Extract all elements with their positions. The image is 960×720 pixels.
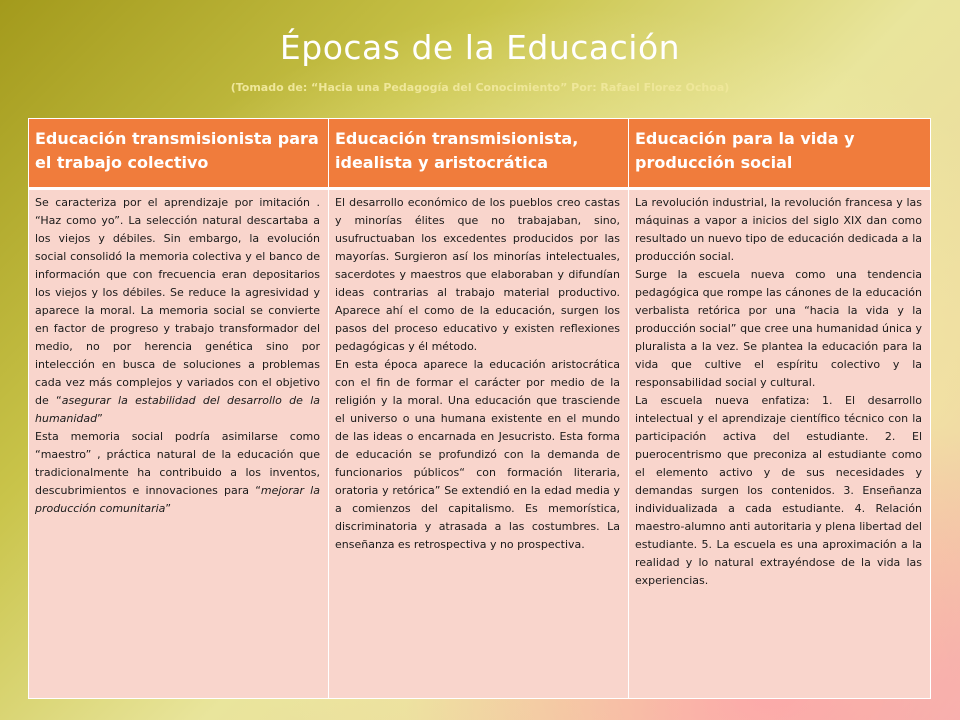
header-transmisionista-aristocratica: Educación transmisionista, idealista y aristocrática (329, 119, 629, 189)
cell-vida-produccion-social (629, 189, 931, 699)
header-vida-produccion-social: Educación para la vida y producción social (629, 119, 931, 189)
col1-quote-2: ” (165, 502, 172, 515)
col3-paragraph-1: La revolución industrial, la revolución francesa y las máquinas a vapor a inicios del siglo XIX dan como resultado un nuevo tipo de educación dedicada a la producción social. (635, 196, 922, 263)
cell-transmisionista-colectivo (29, 189, 329, 699)
col1-text-1: Se caracteriza por el aprendizaje por imitación . “Haz como yo”. La selección natural descartaba a los viejos y débiles. Sin embargo, la evolución social consolidó la memoria colectiva y el banco de información que con frecuencia eran depositarios los viejos y los débiles. Se reduce la agresividad y aparece la moral. La memoria social se convierte en factor de progreso y trabajo transformador del medio, no por herencia genética sino por intelección en busca de soluciones a problemas cada vez más complejos y variados con el objetivo de “ (35, 196, 320, 407)
col1-paragraph-2 (35, 428, 320, 518)
education-epochs-table (28, 118, 931, 699)
col1-text-2: Esta memoria social podría asimilarse como “maestro” , práctica natural de la educación que tradicionalmente ha contribuido a los inventos, descubrimientos e innovaciones para “ (35, 430, 320, 497)
table-body-row (29, 189, 931, 699)
header-transmisionista-colectivo: Educación transmisionista para el trabajo colectivo (29, 119, 329, 189)
col2-paragraph-2: En esta época aparece la educación aristocrática con el fin de formar el carácter por medio de la religión y la moral. Una educación que trasciende el universo o una humana existente en el mundo de las ideas o encarnada en Jesucristo. Esta forma de educación se profundizó con la demanda de funcionarios públicos“ con formación literaria, oratoria y retórica” Se extendió en la edad media y a comienzos del capitalismo. Es memorística, discriminatoria y atrasada a las costumbres. La enseñanza es retrospectiva y no prospectiva. (335, 358, 620, 551)
col1-quote-1: ” (97, 412, 103, 425)
slide-subtitle: (Tomado de: “Hacia una Pedagogía del Conocimiento” Por: Rafael Florez Ochoa) (230, 81, 730, 94)
col2-paragraph-1: El desarrollo económico de los pueblos creo castas y minorías élites que no trabajaban, sino, usufructuaban los excedentes producidos por las mayorías. Surgieron así los minorías intelectuales, sacerdotes y maestros que elaboraban y difundían ideas contrarias al trabajo material productivo. Aparece ahí el como de la educación, surgen los pasos del proceso educativo y existen reflexiones pedagógicas y él método. (335, 196, 620, 353)
col3-paragraph-3: La escuela nueva enfatiza: 1. El desarrollo intelectual y el aprendizaje científico técnico con la participación activa del estudiante. 2. El puerocentrismo que preconiza al estudiante como el elemento activo y de sus necesidades y demandas surgen los contenidos. 3. Enseñanza individualizada a cada estudiante. 4. Relación maestro-alumno anti autoritaria y plena libertad del estudiante. 5. La escuela es una aproximación a la realidad y lo natural extrayéndose de la vida las experiencias. (635, 394, 922, 587)
slide-title: Épocas de la Educación (279, 28, 681, 67)
col1-paragraph-1 (35, 194, 320, 428)
col1-italic-1: asegurar la estabilidad del desarrollo de la humanidad (35, 394, 320, 425)
table-header-row (29, 119, 931, 189)
col3-paragraph-2: Surge la escuela nueva como una tendencia pedagógica que rompe las cánones de la educación verbalista retórica por una “hacia la vida y la producción social” que cree una humanidad única y pluralista a la vez. Se plantea la educación para la vida que cultive el espíritu colectivo y la responsabilidad social y cultural. (635, 268, 922, 389)
col1-italic-2: mejorar la producción comunitaria (35, 484, 320, 515)
cell-transmisionista-aristocratica (329, 189, 629, 699)
